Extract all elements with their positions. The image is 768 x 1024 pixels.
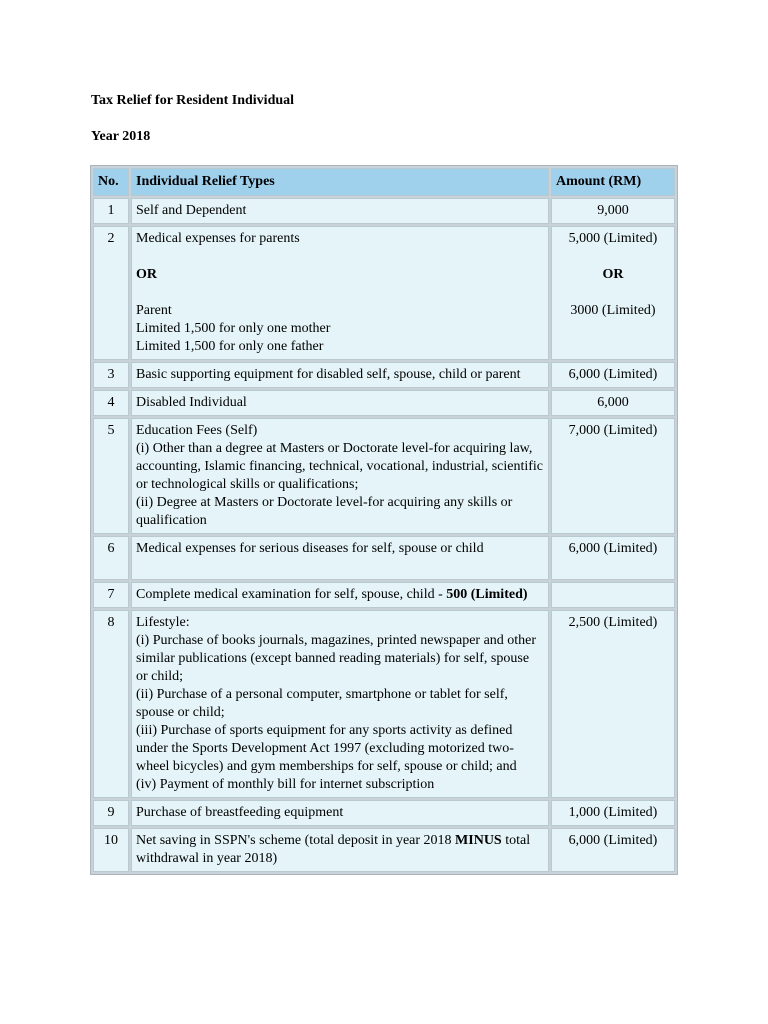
relief-amount: 9,000 bbox=[551, 198, 675, 224]
description-line: Limited 1,500 for only one mother bbox=[136, 321, 331, 336]
description-line: (iv) Payment of monthly bill for internet subscription bbox=[136, 777, 435, 792]
description-line: Parent bbox=[136, 303, 172, 318]
relief-description bbox=[131, 418, 549, 534]
or-label: OR bbox=[602, 267, 624, 282]
relief-description bbox=[131, 610, 549, 798]
header-relief-type: Individual Relief Types bbox=[131, 168, 549, 196]
row-number: 7 bbox=[93, 582, 129, 608]
relief-amount-empty bbox=[551, 582, 675, 608]
table-row bbox=[93, 390, 675, 416]
relief-description: Medical expenses for serious diseases for self, spouse or child bbox=[131, 536, 549, 580]
description-text: total withdrawal in year 2018) bbox=[136, 833, 531, 866]
amount-line: 5,000 (Limited) bbox=[568, 231, 658, 246]
description-line: Medical expenses for parents bbox=[136, 231, 300, 246]
header-amount: Amount (RM) bbox=[551, 168, 675, 196]
relief-amount: 2,500 (Limited) bbox=[551, 610, 675, 798]
row-number: 5 bbox=[93, 418, 129, 534]
description-line: (i) Other than a degree at Masters or Doctorate level-for acquiring law, accounting, Islamic financing, technical, vocational, industrial, scientific or technological skills or qualifications; bbox=[136, 441, 544, 492]
relief-amount: 6,000 (Limited) bbox=[551, 536, 675, 580]
relief-description: Basic supporting equipment for disabled self, spouse, child or parent bbox=[131, 362, 549, 388]
description-text: Net saving in SSPN's scheme (total deposit in year 2018 bbox=[136, 833, 456, 848]
description-line: Limited 1,500 for only one father bbox=[136, 339, 324, 354]
description-line: (ii) Degree at Masters or Doctorate level-for acquiring any skills or qualification bbox=[136, 495, 513, 528]
table-row bbox=[93, 582, 675, 608]
row-number: 8 bbox=[93, 610, 129, 798]
relief-description bbox=[131, 226, 549, 360]
relief-amount: 6,000 bbox=[551, 390, 675, 416]
table-row bbox=[93, 362, 675, 388]
description-line: Education Fees (Self) bbox=[136, 423, 258, 438]
relief-description: Disabled Individual bbox=[131, 390, 549, 416]
page-title: Tax Relief for Resident Individual bbox=[91, 93, 295, 108]
relief-description: Self and Dependent bbox=[131, 198, 549, 224]
row-number: 3 bbox=[93, 362, 129, 388]
table-row bbox=[93, 828, 675, 872]
description-line: (iii) Purchase of sports equipment for any sports activity as defined under the Sports Development Act 1997 (excluding motorized two-wheel bicycles) and gym memberships for self, spouse or child; and bbox=[136, 723, 517, 774]
relief-amount: 1,000 (Limited) bbox=[551, 800, 675, 826]
table-row bbox=[93, 418, 675, 534]
year-heading: Year 2018 bbox=[91, 129, 151, 144]
table-row bbox=[93, 610, 675, 798]
row-number: 6 bbox=[93, 536, 129, 580]
relief-description bbox=[131, 582, 549, 608]
table-row bbox=[93, 198, 675, 224]
relief-description: Purchase of breastfeeding equipment bbox=[131, 800, 549, 826]
description-line: (i) Purchase of books journals, magazines, printed newspaper and other similar publications (except banned reading materials) for self, spouse or child; bbox=[136, 633, 537, 684]
amount-line: 3000 (Limited) bbox=[570, 303, 656, 318]
header-no: No. bbox=[93, 168, 129, 196]
row-number: 9 bbox=[93, 800, 129, 826]
row-number: 2 bbox=[93, 226, 129, 360]
table-row bbox=[93, 800, 675, 826]
row-number: 4 bbox=[93, 390, 129, 416]
table-row bbox=[93, 226, 675, 360]
relief-amount bbox=[551, 226, 675, 360]
row-number: 10 bbox=[93, 828, 129, 872]
relief-description bbox=[131, 828, 549, 872]
table-row bbox=[93, 536, 675, 580]
relief-amount: 7,000 (Limited) bbox=[551, 418, 675, 534]
description-line: Lifestyle: bbox=[136, 615, 190, 630]
description-limit: 500 (Limited) bbox=[446, 587, 528, 602]
description-emphasis: MINUS bbox=[455, 833, 502, 848]
description-line: (ii) Purchase of a personal computer, smartphone or tablet for self, spouse or child; bbox=[136, 687, 508, 720]
description-text: Complete medical examination for self, spouse, child - bbox=[136, 587, 447, 602]
or-label: OR bbox=[136, 267, 157, 282]
relief-amount: 6,000 (Limited) bbox=[551, 362, 675, 388]
tax-relief-table bbox=[90, 165, 678, 875]
relief-amount: 6,000 (Limited) bbox=[551, 828, 675, 872]
table-header-row bbox=[93, 168, 675, 196]
row-number: 1 bbox=[93, 198, 129, 224]
